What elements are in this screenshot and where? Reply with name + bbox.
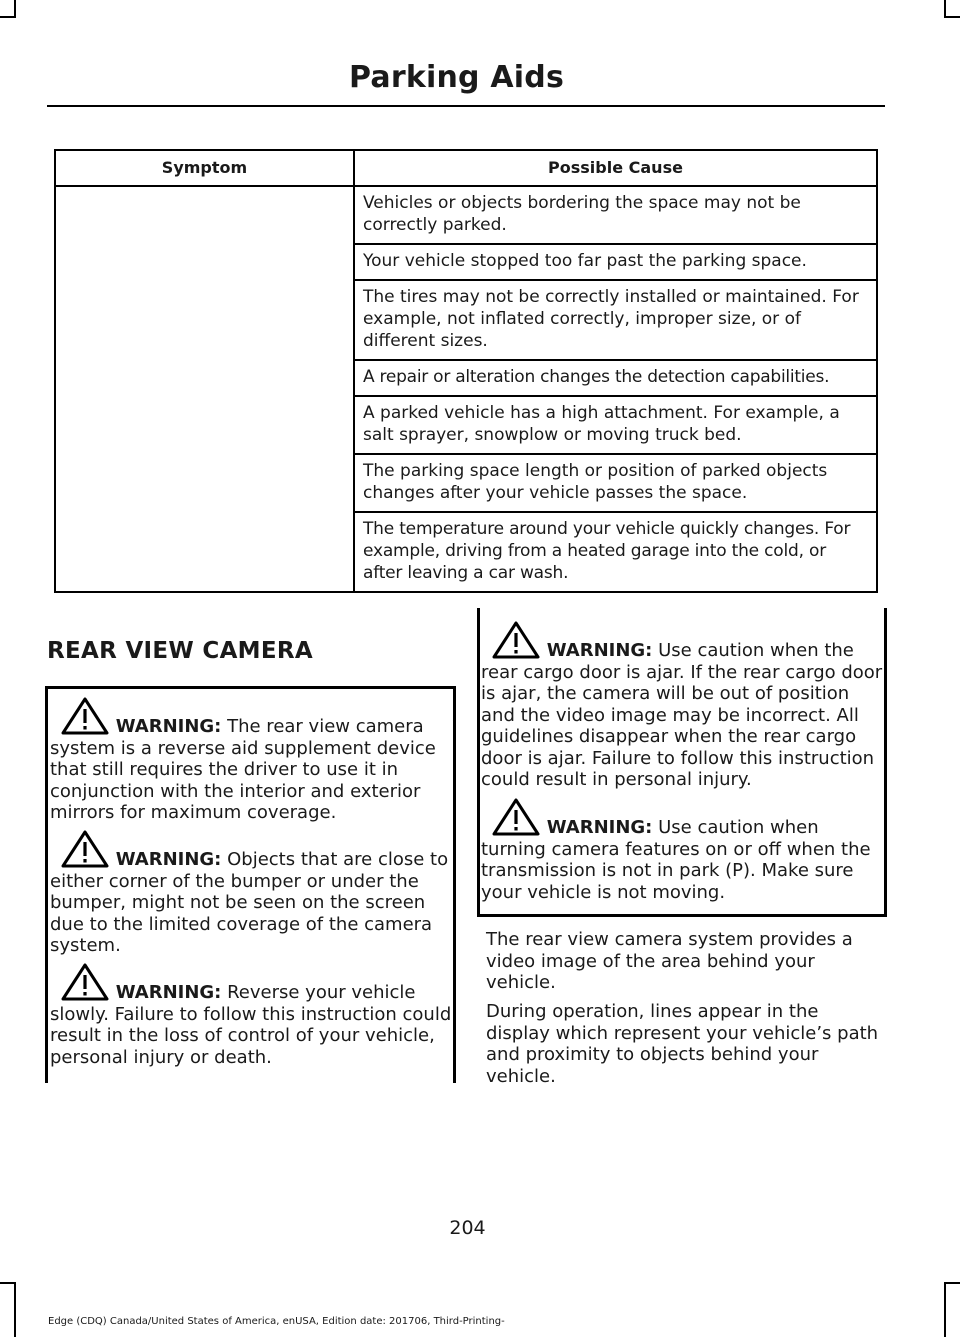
- footer-text: Edge (CDQ) Canada/United States of America, enUSA, Edition date: 201706, Third-Printing-: [48, 1316, 505, 1327]
- cause-cell: The temperature around your vehicle quickly changes. For example, driving from a heated garage into the cold, or after leaving a car wash.: [354, 512, 877, 592]
- warning-text: Reverse your vehicle slowly. Failure to follow this instruction could result in the loss of control of your vehicle, personal injury or death.: [50, 982, 452, 1068]
- symptom-cause-table: [54, 149, 878, 593]
- warning-label: WARNING:: [115, 849, 222, 870]
- warning-triangle-icon: [491, 620, 541, 660]
- crop-mark-top-left-h: [0, 16, 16, 18]
- page-title: Parking Aids: [349, 60, 564, 95]
- body-paragraph: The rear view camera system provides a video image of the area behind your vehicle.: [486, 929, 853, 993]
- crop-mark-bottom-right-h: [944, 1282, 960, 1284]
- warning-triangle-icon: [60, 829, 110, 869]
- warning-triangle-icon: [60, 962, 110, 1002]
- table-header-row: [55, 150, 877, 186]
- cause-cell: The tires may not be correctly installed or maintained. For example, not inflated correctly, improper size, or of different sizes.: [354, 280, 877, 360]
- cause-cell: Your vehicle stopped too far past the parking space.: [354, 244, 877, 280]
- warning-triangle-icon: [60, 696, 110, 736]
- warning-box-left: [45, 686, 456, 1083]
- title-rule: [47, 105, 885, 107]
- warning-paragraph: [50, 829, 452, 957]
- symptom-cell: [55, 186, 354, 592]
- warning-box-right: [477, 608, 887, 917]
- warning-label: WARNING:: [546, 817, 653, 838]
- warning-label: WARNING:: [115, 716, 222, 737]
- warning-text: Objects that are close to either corner of the bumper or under the bumper, might not be seen on the screen due to the limited coverage of the camera system.: [50, 849, 449, 956]
- warning-paragraph: [481, 620, 883, 791]
- body-paragraph: During operation, lines appear in the display which represent your vehicle’s path and proximity to objects behind your vehicle.: [486, 1001, 879, 1087]
- warning-paragraph: [50, 962, 452, 1068]
- cause-cell: A parked vehicle has a high attachment. For example, a salt sprayer, snowplow or moving truck bed.: [354, 396, 877, 454]
- warning-text: Use caution when turning camera features on or off when the transmission is not in park (P). Make sure your vehicle is not moving.: [481, 817, 871, 903]
- crop-mark-bottom-right-v: [944, 1282, 946, 1337]
- section-heading: REAR VIEW CAMERA: [47, 638, 313, 664]
- crop-mark-bottom-left-v: [14, 1282, 16, 1337]
- cause-cell: The parking space length or position of parked objects changes after your vehicle passes the space.: [354, 454, 877, 512]
- cause-column-header: Possible Cause: [354, 150, 877, 186]
- warning-paragraph: [50, 696, 452, 824]
- warning-label: WARNING:: [546, 640, 653, 661]
- cause-cell: Vehicles or objects bordering the space may not be correctly parked.: [354, 186, 877, 244]
- warning-text: Use caution when the rear cargo door is ajar. If the rear cargo door is ajar, the camera will be out of position and the video image may be incorrect. All guidelines disappear when the rear cargo door is ajar. Failure to follow this instruction could result in personal injury.: [481, 640, 883, 790]
- warning-triangle-icon: [491, 797, 541, 837]
- warning-paragraph: [481, 797, 883, 903]
- symptom-column-header: Symptom: [55, 150, 354, 186]
- page-number: 204: [449, 1217, 486, 1239]
- crop-mark-top-right-h: [944, 16, 960, 18]
- warning-text: The rear view camera system is a reverse aid supplement device that still requires the driver to use it in conjunction with the interior and exterior mirrors for maximum coverage.: [50, 716, 436, 823]
- cause-cell: A repair or alteration changes the detection capabilities.: [354, 360, 877, 396]
- warning-label: WARNING:: [115, 982, 222, 1003]
- table-row: [55, 186, 877, 244]
- crop-mark-bottom-left-h: [0, 1282, 16, 1284]
